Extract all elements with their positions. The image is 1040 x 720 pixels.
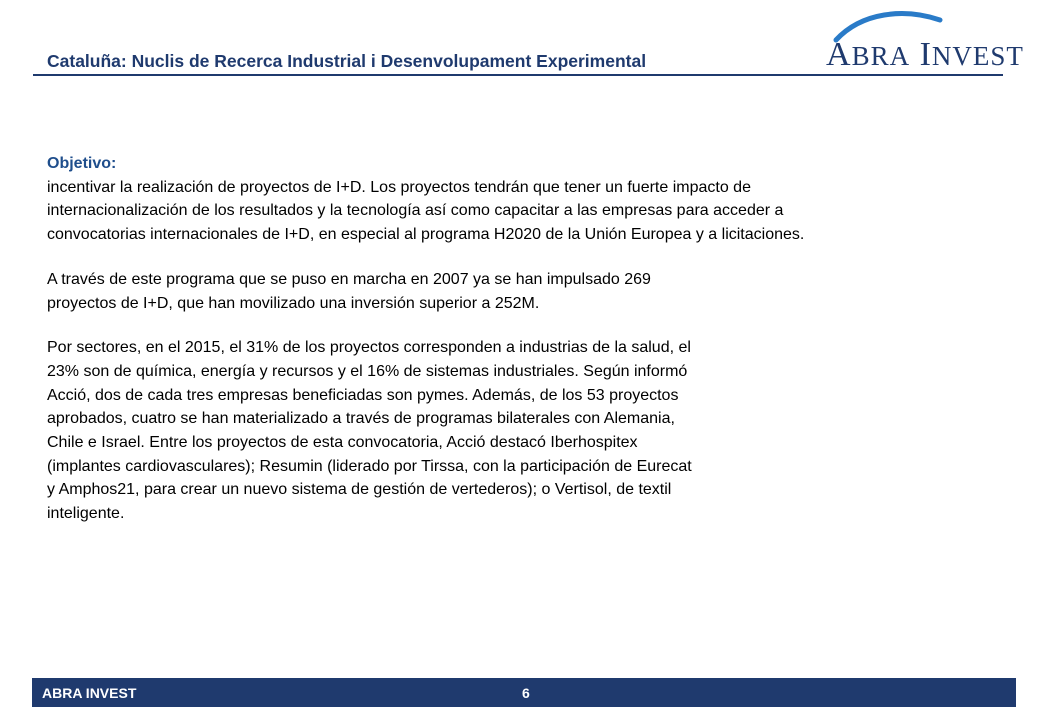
program-line: proyectos de I+D, que han movilizado una inversión superior a 252M. bbox=[47, 294, 540, 312]
footer-brand: ABRA INVEST bbox=[42, 685, 137, 701]
page-number: 6 bbox=[522, 685, 530, 701]
sectors-line: inteligente. bbox=[47, 505, 125, 523]
footer-bar bbox=[32, 678, 1016, 707]
logo-wordmark: ABRA INVEST bbox=[826, 36, 1024, 73]
objective-line: convocatorias internacionales de I+D, en especial al programa H2020 de la Unión Europea y a licitaciones. bbox=[47, 226, 805, 244]
objective-heading: Objetivo: bbox=[47, 155, 117, 172]
title-divider bbox=[33, 74, 1003, 76]
abra-invest-logo bbox=[822, 6, 1027, 73]
slide-content bbox=[47, 152, 947, 526]
sectors-line: Chile e Israel. Entre los proyectos de esta convocatoria, Acció destacó Iberhospitex bbox=[47, 434, 638, 452]
sectors-line: y Amphos21, para crear un nuevo sistema de gestión de vertederos); o Vertisol, de textil bbox=[47, 481, 672, 499]
sectors-line: 23% son de química, energía y recursos y el 16% de sistemas industriales. Según informó bbox=[47, 362, 688, 380]
sectors-paragraph bbox=[47, 336, 947, 526]
objective-line: internacionalización de los resultados y la tecnología así como capacitar a las empresas para acceder a bbox=[47, 202, 784, 220]
program-line: A través de este programa que se puso en marcha en 2007 ya se han impulsado 269 bbox=[47, 270, 651, 288]
page-title: Cataluña: Nuclis de Recerca Industrial i Desenvolupament Experimental bbox=[47, 51, 647, 71]
sectors-line: aprobados, cuatro se han materializado a través de programas bilaterales con Alemania, bbox=[47, 410, 675, 428]
objective-paragraph bbox=[47, 176, 947, 247]
sectors-line: Por sectores, en el 2015, el 31% de los proyectos corresponden a industrias de la salud, el bbox=[47, 339, 691, 357]
sectors-line: (implantes cardiovasculares); Resumin (liderado por Tirssa, con la participación de Eurecat bbox=[47, 457, 692, 475]
sectors-line: Acció, dos de cada tres empresas beneficiadas son pymes. Además, de los 53 proyectos bbox=[47, 386, 679, 404]
program-paragraph bbox=[47, 268, 947, 315]
objective-line: incentivar la realización de proyectos de I+D. Los proyectos tendrán que tener un fuerte impacto de bbox=[47, 178, 751, 196]
